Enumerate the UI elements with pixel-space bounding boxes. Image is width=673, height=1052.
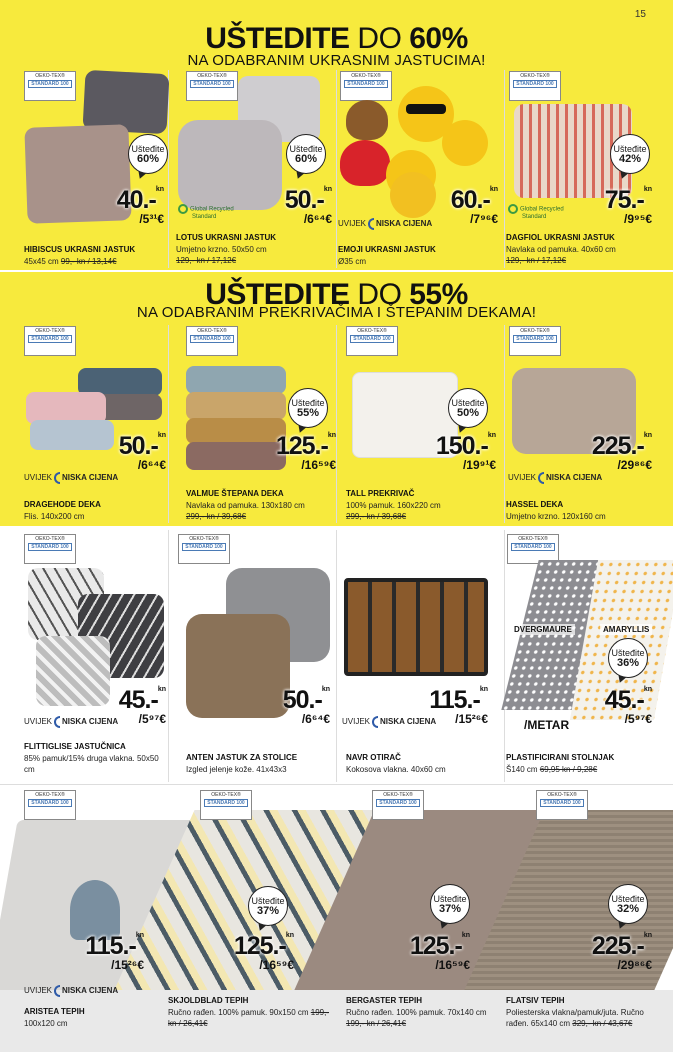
price-eur: /5⁹⁷€ [138,712,166,726]
product-name: FLITTIGLISE JASTUČNICA [24,742,126,751]
headline-pct: 55% [409,278,468,311]
badge-value: 50% [456,407,480,419]
oeko-tex-label [24,534,76,564]
balloon-illustration [70,880,120,940]
savings-badge [286,134,326,174]
oeko-standard: STANDARD 100 [28,799,72,807]
arc-icon [54,716,60,728]
product-size: 45x45 cm [24,257,59,266]
currency-kn: kn [157,686,166,693]
price-kn: 45.- [604,686,644,714]
currency-kn: kn [643,186,652,193]
niska-cijena-logo [24,716,118,728]
savings-badge [430,884,470,924]
oeko-title: OEKO-TEX® [35,328,65,334]
oeko-title: OEKO-TEX® [520,328,550,334]
oeko-tex-label [340,71,392,101]
section-1-subline: NA ODABRANIM UKRASNIM JASTUCIMA! [187,52,486,69]
old-price: 69,95 kn / 9,28€ [539,765,598,774]
divider [504,70,505,268]
currency-kn: kn [487,432,496,439]
price-eur: /5⁹⁷€ [624,712,652,726]
price-kn: 115.- [429,686,480,714]
price-tag [590,186,652,226]
product-desc [24,256,117,267]
price-kn: 45.- [118,686,158,714]
arc-icon [54,985,60,997]
headline-do: DO [357,22,402,55]
price-eur: /6⁶⁴€ [303,212,332,226]
product-desc [346,500,441,522]
product-name: DRAGEHODE DEKA [24,500,101,509]
badge-value: 37% [256,905,280,917]
oeko-standard: STANDARD 100 [190,335,234,343]
doormat-image [344,578,488,676]
product-size: Ručno rađen. 100% pamuk. 70x140 cm [346,1008,487,1017]
oeko-tex-label [186,71,238,101]
price-eur: /7⁹⁶€ [470,212,498,226]
price-eur: /5³¹€ [139,212,164,226]
currency-kn: kn [323,186,332,193]
oeko-tex-label [509,71,561,101]
pillow-image [36,636,110,706]
tablecloth-label-left: DVERGMAURE [511,624,575,635]
price-eur: /6⁶⁴€ [137,458,166,472]
headline-bold: UŠTEDITE [205,22,350,55]
badge-value: 60% [294,153,318,165]
uvijek-label: NISKA CIJENA [62,473,119,483]
oeko-standard: STANDARD 100 [350,335,394,343]
product-name: ANTEN JASTUK ZA STOLICE [186,753,298,762]
blanket-image [186,366,286,394]
badge-label: Ušteđite [611,894,645,904]
divider [504,325,505,523]
price-tag [262,686,330,726]
oeko-tex-label [200,790,252,820]
badge-label: Ušteđite [289,144,323,154]
oeko-title: OEKO-TEX® [357,328,387,334]
product-desc: Kokosova vlakna. 40x60 cm [346,765,446,774]
oeko-tex-label [346,326,398,356]
oeko-title: OEKO-TEX® [197,328,227,334]
divider [336,70,337,268]
oeko-standard: STANDARD 100 [344,80,388,88]
product-name: DAGFIOL UKRASNI JASTUK [506,233,615,242]
arc-icon [372,716,378,728]
price-kn: 115.- [85,932,136,960]
product-desc [506,1007,666,1029]
divider [336,530,337,782]
grs-line2: Standard [522,214,547,220]
uvijek-prefix: UVIJEK [24,473,53,483]
old-price: 299,- kn / 39,68€ [346,512,407,521]
product-desc [168,1007,330,1029]
price-kn: 125.- [233,932,286,960]
oeko-title: OEKO-TEX® [197,73,227,79]
product-desc: Flis. 140x200 cm [24,512,85,521]
product-desc: Izgled jelenje kože. 41x43x3 [186,765,287,774]
price-kn: 50.- [118,432,158,460]
tablecloth-label-right: AMARYLLIS [600,624,652,635]
badge-value: 60% [136,153,160,165]
product-size: Navlaka od pamuka. 40x60 cm [506,245,616,254]
currency-kn: kn [155,186,164,193]
product-desc [346,1007,502,1029]
uvijek-prefix: UVIJEK [24,986,53,996]
oeko-standard: STANDARD 100 [182,543,226,551]
arc-icon [538,472,544,484]
product-desc: 85% pamuk/15% druga vlakna. 50x50 cm [24,754,159,774]
niska-cijena-logo [508,472,602,484]
price-eur: /15²⁶€ [455,712,488,726]
product-size: Navlaka od pamuka. 130x180 cm [186,501,305,510]
price-eur: /6⁶⁴€ [301,712,330,726]
old-price: 299,- kn / 39,68€ [186,512,247,521]
product-size: 100% pamuk. 160x220 cm [346,501,441,510]
old-price: 129,- kn / 17,12€ [176,256,237,265]
oeko-title: OEKO-TEX® [518,536,548,542]
savings-badge [448,388,488,428]
grs-icon [508,204,518,214]
product-name: HIBISCUS UKRASNI JASTUK [24,245,136,254]
oeko-standard: STANDARD 100 [190,80,234,88]
price-eur: /16⁵⁹€ [435,958,470,972]
poop-emoji-pillow [346,100,388,140]
section-2-subline: NA ODABRANIM PREKRIVAČIMA I ŠTEPANIM DEKAMA! [136,304,537,321]
divider [504,530,505,782]
badge-value: 42% [618,153,642,165]
product-size: Poliesterska vlakna/pamuk/juta. Ručno rađen. 65x140 cm [506,1008,644,1028]
price-kn: 40.- [116,186,156,214]
product-name: ARISTEA TEPIH [24,1007,85,1016]
price-tag [410,686,488,726]
headline-bold: UŠTEDITE [205,278,350,311]
old-price: 99,- kn / 13,14€ [60,257,117,266]
product-name: LOTUS UKRASNI JASTUK [176,233,277,242]
grs-line2: Standard [192,214,217,220]
badge-value: 32% [616,903,640,915]
divider [168,325,169,523]
price-eur: /9⁹⁵€ [623,212,652,226]
product-desc [176,244,267,266]
savings-badge [248,886,288,926]
oeko-standard: STANDARD 100 [513,80,557,88]
savings-badge [608,884,648,924]
badge-label: Ušteđite [611,648,645,658]
currency-kn: kn [135,932,144,939]
price-eur: /29⁸⁶€ [617,458,652,472]
grs-line1: Global Recycled [520,206,564,213]
grs-line1: Global Recycled [190,206,234,213]
oeko-title: OEKO-TEX® [520,73,550,79]
global-recycled-standard-logo [178,204,234,220]
niska-cijena-logo [338,218,432,230]
oeko-standard: STANDARD 100 [28,543,72,551]
price-tag [410,432,496,472]
uvijek-label: NISKA CIJENA [546,473,603,483]
product-desc: Umjetno krzno. 120x160 cm [506,512,606,521]
price-tag [566,432,652,472]
product-name: FLATSIV TEPIH [506,996,565,1005]
old-price: 199,- kn / 26,41€ [346,1019,407,1028]
price-kn: 60.- [450,186,490,214]
product-desc: Ø35 cm [338,257,367,266]
oeko-tex-label [24,326,76,356]
oeko-title: OEKO-TEX® [211,792,241,798]
product-name: VALMUE ŠTEPANA DEKA [186,489,284,498]
price-tag [100,432,166,472]
badge-label: Ušteđite [451,398,485,408]
oeko-standard: STANDARD 100 [513,335,557,343]
section-1-headline [0,22,673,56]
oeko-title: OEKO-TEX® [383,792,413,798]
price-eur: /16⁵⁹€ [259,958,294,972]
badge-label: Ušteđite [131,144,165,154]
price-tag [106,686,166,726]
oeko-title: OEKO-TEX® [189,536,219,542]
oeko-standard: STANDARD 100 [204,799,248,807]
currency-kn: kn [327,432,336,439]
oeko-tex-label [24,790,76,820]
badge-label: Ušteđite [613,144,647,154]
product-size: Umjetno krzno. 50x50 cm [176,245,267,254]
oeko-standard: STANDARD 100 [511,543,555,551]
page-number: 15 [634,9,646,20]
oeko-standard: STANDARD 100 [376,799,420,807]
badge-label: Ušteđite [433,894,467,904]
price-eur: /29⁸⁶€ [617,958,652,972]
old-price: 329,- kn / 43,67€ [572,1019,633,1028]
arc-icon [368,218,374,230]
badge-value: 36% [616,657,640,669]
price-tag [96,186,164,226]
divider [0,784,673,785]
grs-icon [178,204,188,214]
uvijek-label: NISKA CIJENA [62,986,119,996]
product-name: PLASTIFICIRANI STOLNJAK [506,753,615,762]
product-desc [506,764,597,775]
price-tag [210,932,294,972]
price-tag [70,932,144,972]
oeko-tex-label [24,71,76,101]
currency-kn: kn [643,686,652,693]
price-kn: 50.- [284,186,324,214]
currency-kn: kn [643,932,652,939]
arc-icon [54,472,60,484]
currency-kn: kn [489,186,498,193]
oeko-title: OEKO-TEX® [547,792,577,798]
oeko-standard: STANDARD 100 [540,799,584,807]
oeko-title: OEKO-TEX® [35,536,65,542]
price-tag [250,432,336,472]
headline-do: DO [357,278,402,311]
product-name: HASSEL DEKA [506,500,564,509]
product-name: TALL PREKRIVAČ [346,489,415,498]
product-size: Š140 cm [506,765,538,774]
badge-label: Ušteđite [291,398,325,408]
product-name: EMOJI UKRASNI JASTUK [338,245,436,254]
price-eur: /15²⁶€ [111,958,144,972]
price-kn: 150.- [435,432,488,460]
niska-cijena-logo [24,472,118,484]
uvijek-label: NISKA CIJENA [380,717,437,727]
badge-label: Ušteđite [251,896,285,906]
uvijek-prefix: UVIJEK [508,473,537,483]
oeko-tex-label [178,534,230,564]
product-desc [506,244,616,266]
currency-kn: kn [479,686,488,693]
old-price: 129,- kn / 17,12€ [506,256,567,265]
price-eur: /16⁵⁹€ [301,458,336,472]
currency-kn: kn [285,932,294,939]
price-kn: 225.- [591,932,644,960]
uvijek-label: NISKA CIJENA [62,717,119,727]
currency-kn: kn [321,686,330,693]
product-name: BERGASTER TEPIH [346,996,423,1005]
product-desc [186,500,305,522]
uvijek-prefix: UVIJEK [338,219,367,229]
price-kn: 125.- [275,432,328,460]
price-tag [596,686,652,726]
badge-value: 55% [296,407,320,419]
oeko-tex-label [186,326,238,356]
price-kn: 75.- [604,186,644,214]
uvijek-prefix: UVIJEK [342,717,371,727]
price-kn: 50.- [282,686,322,714]
oeko-tex-label [536,790,588,820]
oeko-title: OEKO-TEX® [35,792,65,798]
product-name: SKJOLDBLAD TEPIH [168,996,249,1005]
niska-cijena-logo [24,985,118,997]
price-kn: 125.- [409,932,462,960]
old-price: 199,- kn / 26,41€ [168,1008,329,1028]
currency-kn: kn [461,932,470,939]
price-tag [260,186,332,226]
headline-pct: 60% [409,22,468,55]
uvijek-prefix: UVIJEK [24,717,53,727]
global-recycled-standard-logo [508,204,564,220]
divider [168,530,169,782]
badge-value: 37% [438,903,462,915]
oeko-title: OEKO-TEX® [351,73,381,79]
currency-kn: kn [157,432,166,439]
oeko-title: OEKO-TEX® [35,73,65,79]
savings-badge [610,134,650,174]
price-tag [566,932,652,972]
product-size: Ručno rađen. 100% pamuk. 90x150 cm [168,1008,309,1017]
price-tag [430,186,498,226]
price-eur: /19⁹¹€ [462,458,496,472]
product-desc: 100x120 cm [24,1019,68,1028]
uvijek-label: NISKA CIJENA [376,219,433,229]
heart-emoji-pillow [340,140,390,186]
oeko-tex-label [372,790,424,820]
blanket-image [186,392,286,420]
savings-badge [288,388,328,428]
currency-kn: kn [643,432,652,439]
price-tag [386,932,470,972]
oeko-standard: STANDARD 100 [28,80,72,88]
product-name: NAVR OTIRAČ [346,753,401,762]
price-unit: /METAR [524,718,570,732]
divider [336,325,337,523]
oeko-standard: STANDARD 100 [28,335,72,343]
savings-badge [128,134,168,174]
oeko-tex-label [509,326,561,356]
wink-emoji-pillow [442,120,488,166]
savings-badge [608,638,648,678]
price-kn: 225.- [591,432,644,460]
